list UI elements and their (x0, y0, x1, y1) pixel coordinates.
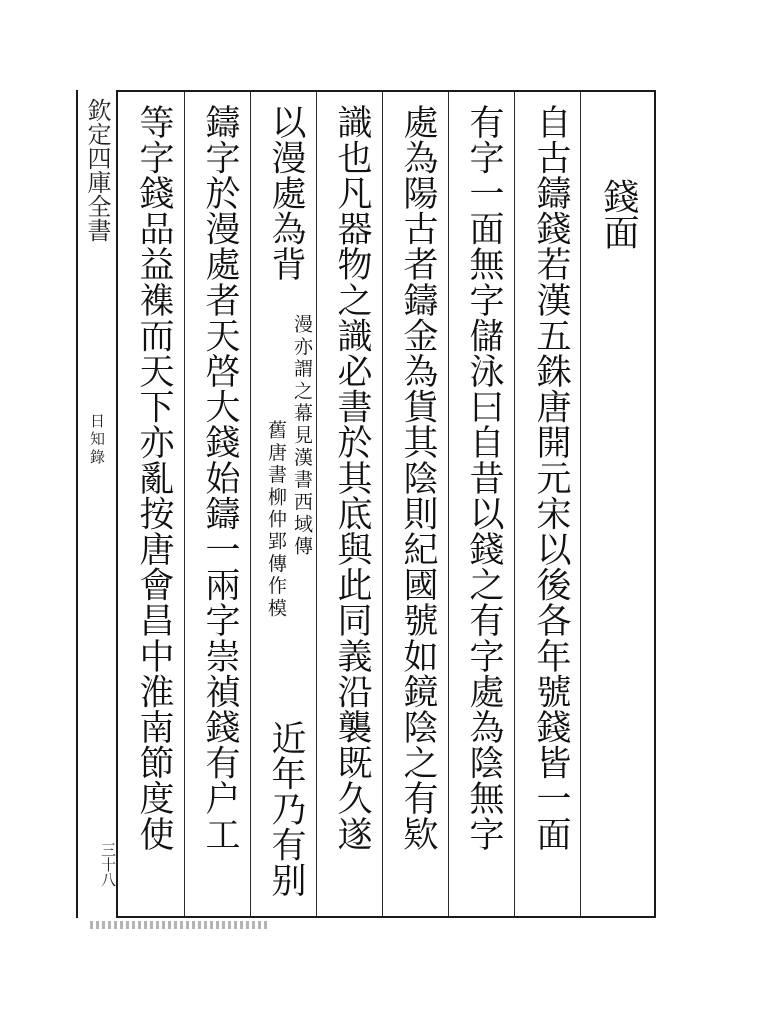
column-rule (514, 92, 515, 916)
scan-noise (90, 921, 270, 929)
text-column: 以漫處為背 (266, 104, 306, 282)
book-tag: 日知錄 (88, 413, 106, 467)
annotation-line: 舊唐書柳仲郢傳作模 (265, 420, 287, 620)
text-column: 自古鑄錢若漢五銖唐開元宋以後各年號錢皆一面 (531, 104, 571, 852)
text-frame (116, 90, 656, 918)
text-column-tail: 近年乃有别 (266, 720, 306, 898)
section-title: 錢面 (598, 178, 639, 250)
column-rule (382, 92, 383, 916)
column-rule (448, 92, 449, 916)
text-column: 鑄字於漫處者天啓大錢始鑄一兩字崇禎錢有户工 (200, 104, 240, 852)
column-rule (580, 92, 581, 916)
column-rule (316, 92, 317, 916)
text-column: 處為陽古者鑄金為貨其陰則紀國號如鏡陰之有欵 (398, 104, 438, 852)
running-head: 欽定四庫全書 (83, 98, 111, 242)
text-column: 有字一面無字儲泳曰自昔以錢之有字處為陰無字 (464, 104, 504, 852)
text-column: 等字錢品益襍而天下亦亂按唐會昌中淮南節度使 (134, 104, 174, 852)
margin-strip (76, 90, 116, 918)
text-column: 識也凡器物之識必書於其底與此同義沿襲既久遂 (332, 104, 372, 852)
annotation-line: 漫亦謂之幕見漢書西域傳 (291, 314, 313, 559)
column-rule (250, 92, 251, 916)
page-number: 三十八 (99, 842, 117, 887)
column-rule (184, 92, 185, 916)
